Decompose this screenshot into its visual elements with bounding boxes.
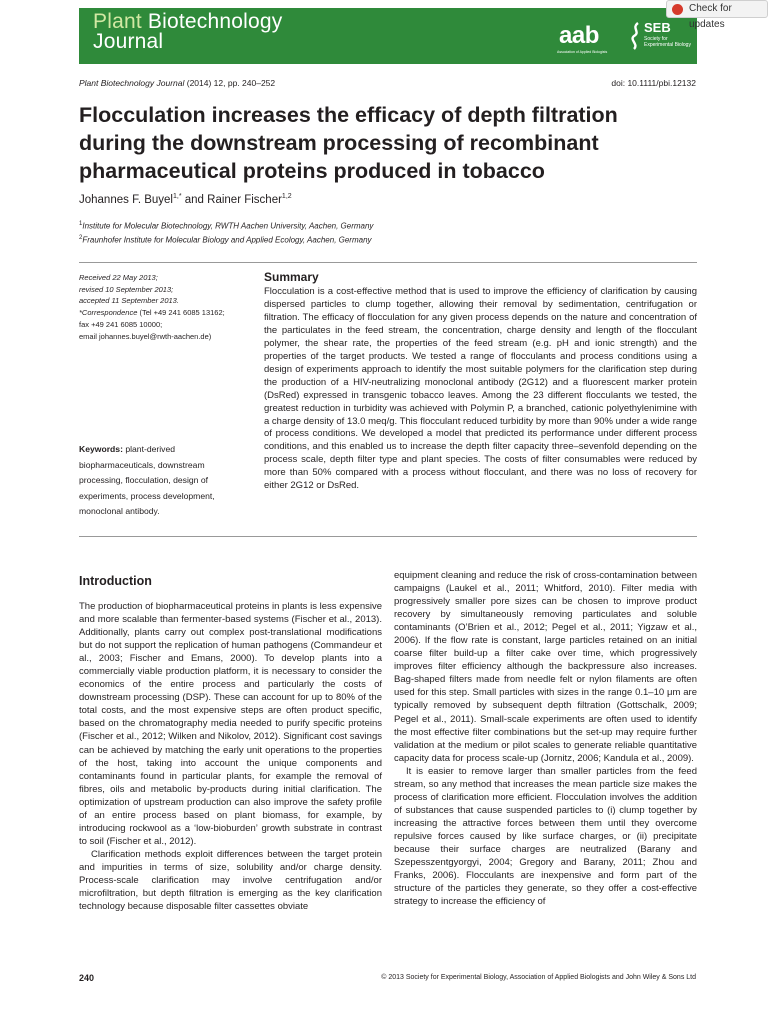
intro-paragraph-2: Clarification methods exploit differences between the target protein and impurities in terms of size, solubility and/or charge density. Process-scale clarification may involve centrifugation and/or microfiltration, but depth filtration is emerging as the key clarification technology because disposable filter cassettes obviate — [79, 848, 382, 913]
article-title: Flocculation increases the efficacy of depth filtration during the downstream processing of recombinant pharmaceutical proteins produced in tobacco — [79, 103, 618, 183]
citation-details: (2014) 12, pp. 240–252 — [186, 78, 276, 88]
aab-logo: aab — [559, 22, 599, 49]
author-1-affil: 1, — [172, 193, 179, 200]
article-history — [79, 272, 259, 342]
citation — [79, 78, 275, 88]
author-1: Johannes F. Buyel — [79, 193, 173, 206]
aab-subtitle: Association of Applied Biologists — [557, 50, 608, 54]
keywords-text: plant-derived biopharmaceuticals, downstream processing, flocculation, design of experiments, process development, monoclonal antibody. — [79, 444, 215, 517]
journal-name — [93, 12, 282, 52]
authors-and: and — [181, 193, 208, 206]
copyright: © 2013 Society for Experimental Biology, Association of Applied Biologists and John Wiley & Sons Ltd — [381, 974, 696, 981]
affiliation-2 — [79, 235, 372, 245]
correspondence-label: *Correspondence — [79, 308, 138, 318]
citation-journal: Plant Biotechnology Journal — [79, 78, 185, 88]
introduction-heading: Introduction — [79, 574, 152, 588]
seb-subtitle-line2: Experimental Biology — [644, 42, 691, 48]
journal-banner — [79, 8, 697, 64]
check-for-updates-button[interactable] — [666, 0, 768, 30]
body-column-left — [79, 569, 382, 913]
intro-paragraph-1: The production of biopharmaceutical proteins in plants is less expensive and more scalable than fermenter-based systems (Fischer et al., 2013). Additionally, plants carry out complex post-translational modifications but do not support the replication of human pathogens (Commandeur et al., 2003; Fischer and Emans, 2000). To develop plants into a commercially viable production platform, it is necessary to consider the economics of the entire process and particularly the costs of downstream processing (DSP). These can account for up to 80% of the total costs, and the most expensive steps are often product specific, based on the chromatography media needed to purify specific proteins (Fischer et al., 2012; Wilken and Nikolov, 2012). Significant cost savings can be achieved by matching the early unit operations to the properties of the host, taking into account the unique components and contaminants found in particular plants, for example the removal of fibres, oils and metabolic by-products during initial clarification. The optimization of upstream production can also improve the safety profile of an entire process based on plant biomass, for example, by introducing rockwool as a ‘low-bioburden’ growth substrate in contrast to soil (Fischer et al., 2012). — [79, 601, 382, 847]
author-1-star: * — [178, 193, 182, 200]
journal-name-plant: Plant — [93, 10, 142, 33]
affiliation-1 — [79, 221, 373, 231]
summary-text: Flocculation is a cost-effective method that is used to improve the efficiency of clarification by causing dispersed particles to clump together, allowing their removal by sedimentation, centrifugation or filtration. The efficacy of flocculation for any given process depends on the nature and concentration of the particulates in the feed stream, the concentration, charge density and length of the flocculant polymer, the shear rate, the properties of the feed stream (e.g. pH and ionic strength) and the properties of the target products. We tested a range of flocculants and process conditions using a design of experiments approach to identify the most suitable polymers for the clarification step during the production of a HIV-neutralizing monoclonal antibody (2G12) and a fluorescent marker protein (DsRed) expressed in transgenic tobacco leaves. Among the 23 different flocculants we tested, the greatest reduction in turbidity was achieved with Polymin P, a branched, cationic polyethylenimine with a charge density of 13.0 meq/g. This flocculant reduced turbidity by more than 90% under a wide range of process conditions. We developed a model that predicted its performance under different process conditions, and this enabled us to increase the depth filter capacity three–sevenfold depending on the process scale, depth filter type and plant species. The costs of filter consumables were reduced by more than 50% compared with a process without flocculant, and there was no loss of recovery for either 2G12 or DsRed. — [264, 286, 697, 492]
authors — [79, 193, 292, 206]
accepted-date: accepted 11 September 2013. — [79, 296, 179, 306]
divider-top — [79, 262, 697, 263]
keywords-label: Keywords: — [79, 444, 123, 454]
page-number: 240 — [79, 973, 95, 983]
received-date: Received 22 May 2013; — [79, 273, 158, 282]
intro-paragraph-3: equipment cleaning and reduce the risk of cross-contamination between campaigns (Laukel et al., 2011; Whitford, 2010). Filter media with progressively smaller pore sizes can be chosen to improve product recovery by simultaneously removing particulates and soluble contaminants (O’Brien et al., 2012; Pegel et al., 2011; Yigzaw et al., 2006). If the flow rate is constant, large particles retained on an initial coarse filter build-up a filter cake over time, which progressively improves filter efficiency although the backpressure also increases. Bag-shaped filters made from needle felt or nylon filaments are often used for this step. Small particles with sizes in the range 0.1–10 μm are typically removed by subsequent depth filtration (Gottschalk, 2009; Pegel et al., 2011). Small-scale experiments are often used to identify the most effective filter combinations but the set-up may require further validation at the medium or pilot scales to generate reliable quantitative capacity data for process scale-up (Jornitz, 2006; Kandula et al., 2009). — [394, 570, 697, 764]
journal-name-rest: Biotechnology — [147, 10, 283, 33]
correspondence-email[interactable]: email johannes.buyel@rwth-aachen.de) — [79, 331, 212, 341]
author-2: Rainer Fischer — [207, 193, 282, 206]
journal-name-line2: Journal — [93, 30, 164, 53]
correspondence — [79, 307, 259, 319]
affiliation-1-num: 1 — [79, 221, 83, 227]
crossmark-icon — [672, 4, 683, 15]
affiliation-2-text: Fraunhofer Institute for Molecular Biology and Applied Ecology, Aachen, Germany — [82, 235, 372, 245]
author-2-affil: 1,2 — [281, 193, 292, 200]
check-for-updates-label: Check for updates — [689, 3, 732, 30]
revised-date: revised 10 September 2013; — [79, 284, 174, 294]
correspondence-tel: (Tel +49 241 6085 13162; — [137, 308, 225, 318]
seb-logo: SEB — [644, 20, 671, 35]
seb-subtitle — [644, 36, 691, 48]
correspondence-fax: fax +49 241 6085 10000; — [79, 319, 163, 329]
body-column-right — [394, 569, 697, 908]
keywords — [79, 442, 244, 520]
affiliation-1-text: Institute for Molecular Biotechnology, RWTH Aachen University, Aachen, Germany — [82, 221, 374, 231]
intro-paragraph-4: It is easier to remove larger than smaller particles from the feed stream, so any method that increases the mean particle size makes the process of clarification more efficient. Flocculation involves the addition of substances that cause suspended particles to (i) clump together by increasing the attractive forces between them until they overcome repulsive forces caused by like surface charges, or (ii) precipitate because their surface charges are neutralized (Barany and Szepesszentgyorgyi, 2004; Gregory and Barany, 2011; Zhou and Franks, 2006). Flocculants are inexpensive and form part of the structure of the particles they generate, so they offer a cost-effective strategy to increase the efficiency of — [394, 765, 697, 908]
doi[interactable]: doi: 10.1111/pbi.12132 — [611, 78, 696, 88]
divider-bottom — [79, 536, 697, 537]
summary-heading: Summary — [264, 270, 319, 284]
seb-subtitle-line1: Society for — [644, 36, 668, 42]
affiliation-2-num: 2 — [79, 235, 83, 241]
